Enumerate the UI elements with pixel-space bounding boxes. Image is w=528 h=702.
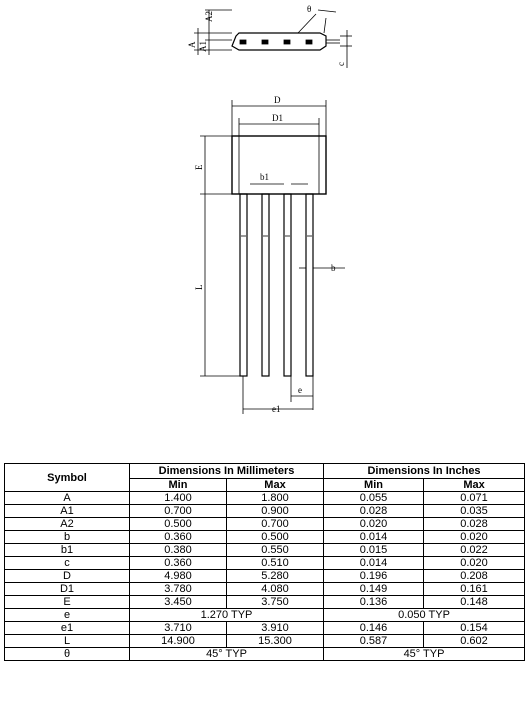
table-row (5, 622, 525, 635)
cell-in-max: 0.148 (424, 596, 525, 609)
cell-in-max: 0.020 (424, 531, 525, 544)
cell-mm-min: 0.380 (130, 544, 227, 557)
cell-in-min: 0.020 (324, 518, 424, 531)
header-in-min: Min (324, 479, 424, 492)
cell-in-max: 0.020 (424, 557, 525, 570)
dimensions-table-container (4, 463, 524, 661)
cell-symbol: D1 (5, 583, 130, 596)
table-row (5, 596, 525, 609)
cell-mm-min: 0.500 (130, 518, 227, 531)
table-row (5, 505, 525, 518)
cell-mm-max: 5.280 (227, 570, 324, 583)
header-symbol: Symbol (5, 464, 130, 492)
header-mm-max: Max (227, 479, 324, 492)
table-row (5, 583, 525, 596)
label-E: E (194, 164, 204, 170)
cell-mm-max: 0.900 (227, 505, 324, 518)
cell-in-max: 0.154 (424, 622, 525, 635)
header-millimeters: Dimensions In Millimeters (130, 464, 324, 479)
table-row (5, 635, 525, 648)
cell-mm-min: 3.450 (130, 596, 227, 609)
table-row (5, 557, 525, 570)
cell-mm-max: 3.910 (227, 622, 324, 635)
cell-mm-min: 0.700 (130, 505, 227, 518)
cell-mm-min: 0.360 (130, 531, 227, 544)
cell-in-min: 0.149 (324, 583, 424, 596)
cell-mm-typ: 1.270 TYP (130, 609, 324, 622)
cell-in-min: 0.015 (324, 544, 424, 557)
cell-symbol: A (5, 492, 130, 505)
cell-in-max: 0.028 (424, 518, 525, 531)
cell-symbol: e (5, 609, 130, 622)
cell-symbol: A1 (5, 505, 130, 518)
label-e: e (298, 385, 302, 395)
cell-in-min: 0.587 (324, 635, 424, 648)
table-row (5, 518, 525, 531)
label-D1: D1 (272, 113, 283, 123)
cell-mm-max: 1.800 (227, 492, 324, 505)
cell-mm-max: 0.500 (227, 531, 324, 544)
cell-symbol: E (5, 596, 130, 609)
cell-mm-min: 3.780 (130, 583, 227, 596)
label-b1: b1 (260, 172, 269, 182)
cell-symbol: D (5, 570, 130, 583)
cell-in-max: 0.161 (424, 583, 525, 596)
cell-in-max: 0.602 (424, 635, 525, 648)
front-view (200, 100, 345, 414)
cell-mm-min: 1.400 (130, 492, 227, 505)
cell-symbol: c (5, 557, 130, 570)
cell-in-min: 0.014 (324, 531, 424, 544)
table-row (5, 531, 525, 544)
cell-in-min: 0.146 (324, 622, 424, 635)
cell-mm-min: 4.980 (130, 570, 227, 583)
cell-in-min: 0.014 (324, 557, 424, 570)
cell-in-typ: 45° TYP (324, 648, 525, 661)
label-e1: e1 (272, 404, 281, 414)
dimensions-table (4, 463, 525, 661)
dimension-labels (187, 4, 346, 414)
label-A1: A1 (198, 41, 208, 52)
header-inches: Dimensions In Inches (324, 464, 525, 479)
header-mm-min: Min (130, 479, 227, 492)
header-in-max: Max (424, 479, 525, 492)
cell-in-min: 0.055 (324, 492, 424, 505)
cell-symbol: A2 (5, 518, 130, 531)
cell-in-max: 0.071 (424, 492, 525, 505)
cell-mm-min: 0.360 (130, 557, 227, 570)
cell-mm-min: 14.900 (130, 635, 227, 648)
table-row (5, 570, 525, 583)
cell-mm-max: 0.550 (227, 544, 324, 557)
cell-in-min: 0.196 (324, 570, 424, 583)
cell-mm-typ: 45° TYP (130, 648, 324, 661)
cell-mm-max: 0.510 (227, 557, 324, 570)
label-A: A (187, 41, 197, 48)
cell-in-min: 0.028 (324, 505, 424, 518)
cell-in-max: 0.022 (424, 544, 525, 557)
label-A2: A2 (204, 11, 214, 22)
cell-symbol: θ (5, 648, 130, 661)
label-L: L (194, 284, 204, 290)
label-theta: θ (307, 4, 312, 14)
cell-in-typ: 0.050 TYP (324, 609, 525, 622)
cell-symbol: b (5, 531, 130, 544)
cell-in-max: 0.208 (424, 570, 525, 583)
table-row (5, 648, 525, 661)
label-D: D (274, 95, 281, 105)
table-row (5, 544, 525, 557)
side-view (194, 10, 352, 68)
cell-in-min: 0.136 (324, 596, 424, 609)
cell-symbol: L (5, 635, 130, 648)
cell-symbol: e1 (5, 622, 130, 635)
cell-mm-max: 3.750 (227, 596, 324, 609)
cell-in-max: 0.035 (424, 505, 525, 518)
label-c: c (336, 62, 346, 66)
table-row (5, 609, 525, 622)
table-row (5, 492, 525, 505)
cell-symbol: b1 (5, 544, 130, 557)
cell-mm-min: 3.710 (130, 622, 227, 635)
cell-mm-max: 0.700 (227, 518, 324, 531)
cell-mm-max: 4.080 (227, 583, 324, 596)
cell-mm-max: 15.300 (227, 635, 324, 648)
label-b: b (331, 263, 336, 273)
